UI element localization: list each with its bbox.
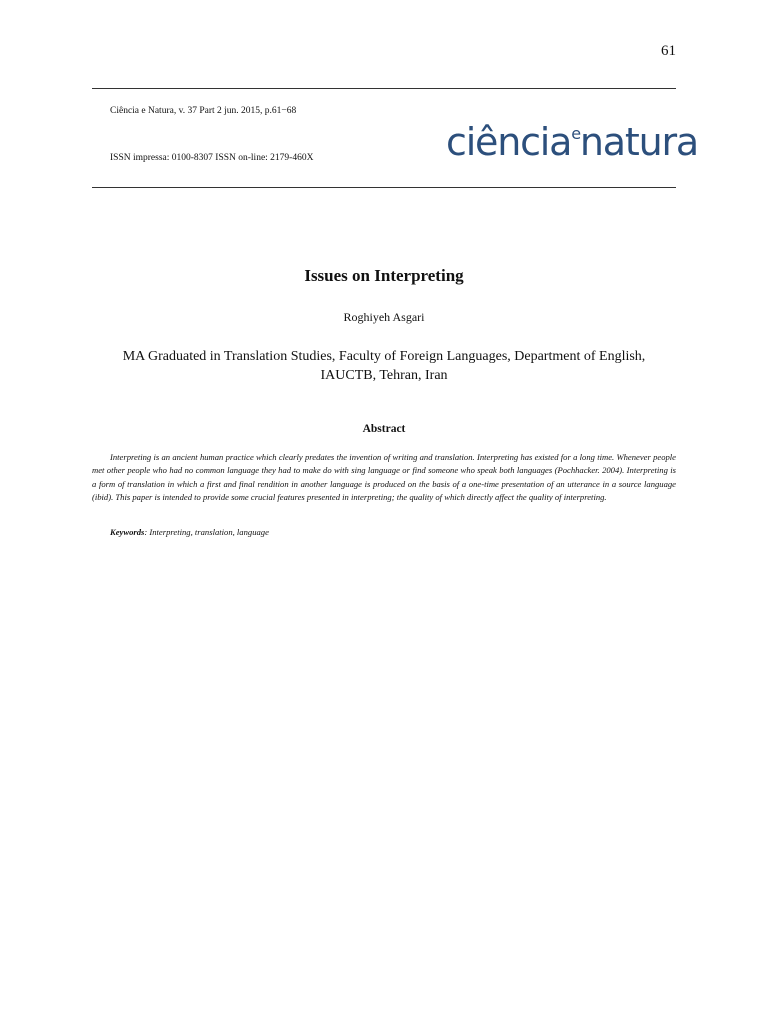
abstract-heading: Abstract xyxy=(362,423,406,435)
logo-small-e: e xyxy=(571,124,580,143)
svg-text:ciênciaenatura xyxy=(446,120,698,164)
abstract-body: Interpreting is an ancient human practice which clearly predates the invention of writing and translation. Interpreting has existed for a long time. Whenever people met other people who had no common language they had to make do with sing language or find someone who speak both languages (Pochhacker. 2004). Interpreting is a form of translation in which a first and final rendition in another language is produced on the basis of a one-time presentation of an utterance in a source language (ibid). This paper is intended to provide some crucial features presented in interpreting; the quality of which directly affect the quality of interpreting. xyxy=(92,452,676,503)
journal-issn: ISSN impressa: 0100-8307 ISSN on-line: 2179-460X xyxy=(110,153,314,163)
logo-word-ciencia: ciência xyxy=(446,120,572,164)
keywords-label: Keywords xyxy=(110,527,145,537)
logo-word-natura: natura xyxy=(579,120,698,164)
keywords-separator: : xyxy=(144,527,150,537)
page-number: 61 xyxy=(661,43,676,59)
header-top-rule xyxy=(92,88,676,89)
keywords-line xyxy=(110,527,269,537)
keywords-value: Interpreting, translation, language xyxy=(149,527,269,537)
journal-citation: Ciência e Natura, v. 37 Part 2 jun. 2015, p.61−68 xyxy=(110,106,297,116)
paper-title: Issues on Interpreting xyxy=(304,266,464,285)
author-affiliation: MA Graduated in Translation Studies, Faculty of Foreign Languages, Department of English, IAUCTB, Tehran, Iran xyxy=(122,349,646,383)
journal-logo xyxy=(446,118,698,164)
author-name: Roghiyeh Asgari xyxy=(343,310,425,324)
header-bottom-rule xyxy=(92,187,676,188)
